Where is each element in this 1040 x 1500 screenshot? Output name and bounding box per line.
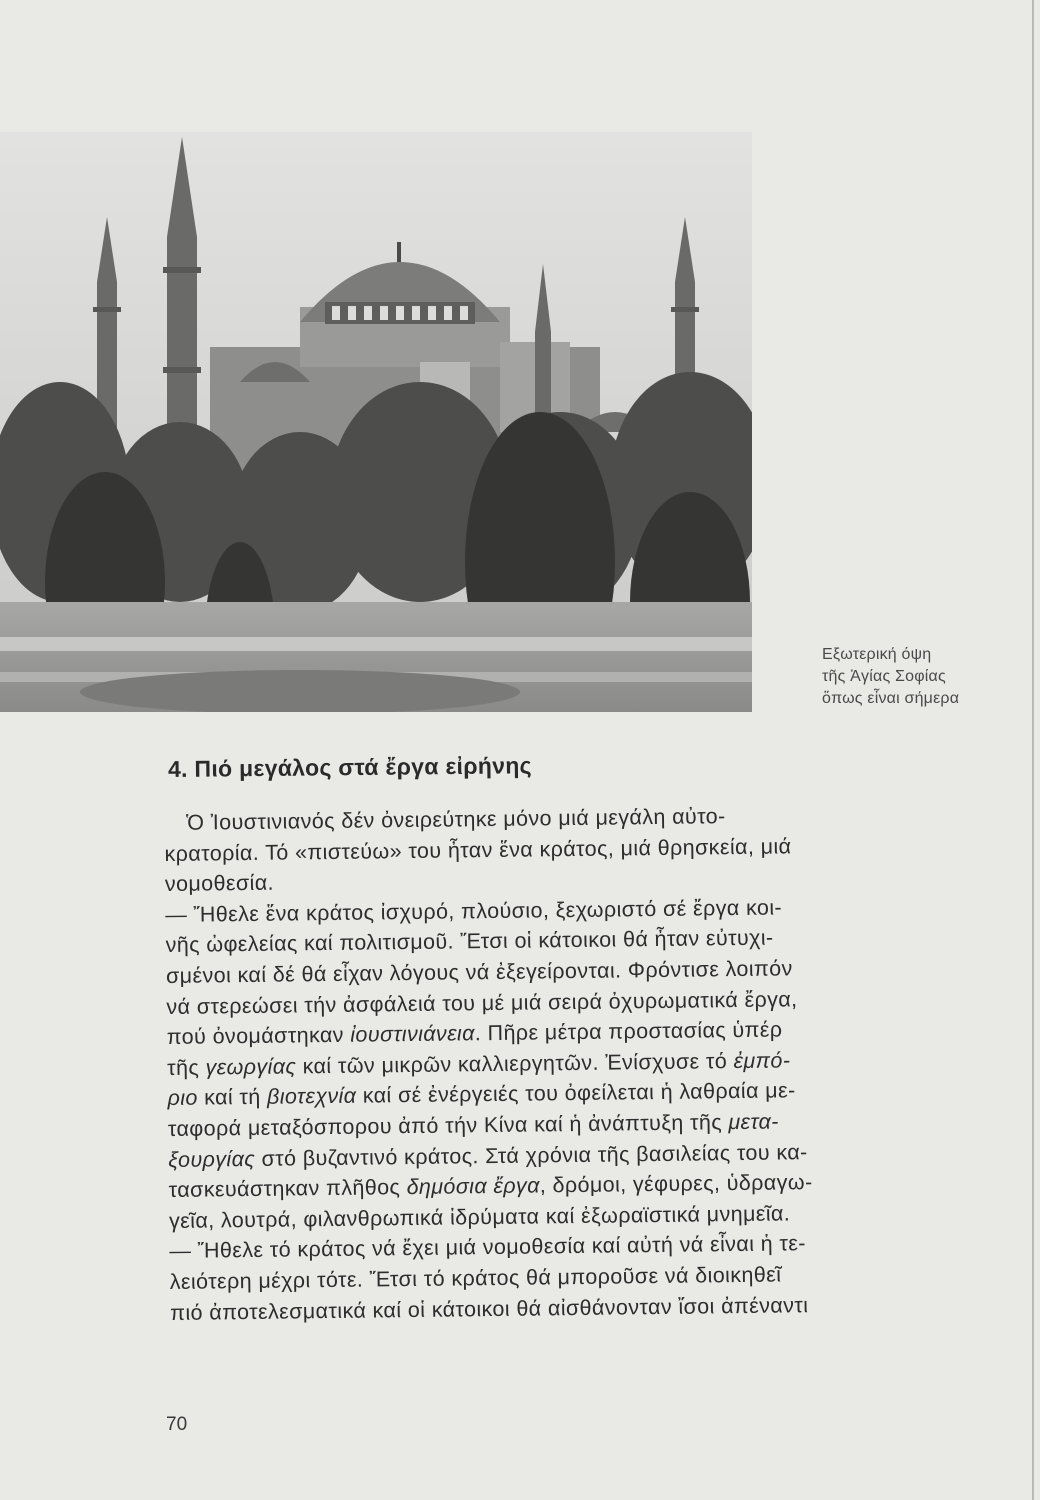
text-line: — Ἤθελε ἕνα κράτος ἰσχυρό, πλούσιο, ξεχωριστό σέ ἔργα κοι- (165, 895, 783, 927)
italic-term: γεωργίας (205, 1054, 297, 1080)
text-line: πιό ἀποτελεσματικά καί οἱ κάτοικοι θά αἰσθάνονταν ἴσοι ἀπέναντι (170, 1292, 809, 1325)
text-line: νά στερεώσει τήν ἀσφάλειά του μέ μιά σειρά ὀχυρωματικά ἔργα, (166, 986, 798, 1019)
caption-line: ὅπως εἶναι σήμερα (822, 690, 960, 707)
text-line: — Ἤθελε τό κράτος νά ἔχει μιά νομοθεσία καί αὐτή νά εἶναι ἡ τε- (169, 1231, 807, 1264)
hagia-sophia-photo (0, 132, 752, 712)
text-span: καί σέ ἐνέργειές του ὀφείλεται ἡ λαθραία με- (356, 1078, 796, 1109)
photo-caption (822, 644, 1037, 710)
italic-term: μετα- (728, 1109, 779, 1135)
text-line: λειότερη μέχρι τότε. Ἔτσι τό κράτος θά μποροῦσε νά διοικηθεῖ (169, 1262, 782, 1294)
text-span: τῆς (167, 1055, 206, 1080)
page-number: 70 (166, 1414, 188, 1435)
text-span: καί τῶν μικρῶν καλλιεργητῶν. Ἐνίσχυσε τό (296, 1048, 734, 1079)
italic-term: ξουργίας (168, 1146, 256, 1172)
text-span: . Πῆρε μέτρα προστασίας ὑπέρ (474, 1017, 783, 1046)
italic-term: ἐμπό- (733, 1048, 791, 1073)
caption-line: Εξωτερική όψη (822, 646, 932, 663)
hagia-sophia-illustration (0, 132, 752, 712)
section-heading: 4. Πιό μεγάλος στά ἔργα εἰρήνης (167, 752, 533, 782)
italic-term: βιοτεχνία (266, 1084, 357, 1110)
text-line: νομοθεσία. (164, 870, 275, 897)
text-line: σμένοι καί δέ θά εἶχαν λόγους νά ἐξεγείρονται. Φρόντισε λοιπόν (165, 956, 793, 988)
body-text (164, 798, 1020, 1328)
italic-term: ἰουστινιάνεια (350, 1021, 475, 1047)
text-line: νῆς ὠφελείας καί πολιτισμοῦ. Ἔτσι οἱ κάτοικοι θά ἦταν εὐτυχι- (165, 925, 774, 958)
italic-term: δημόσια ἔργα (406, 1173, 540, 1200)
caption-line: τῆς Ἁγίας Σοφίας (822, 668, 946, 685)
text-line: γεῖα, λουτρά, φιλανθρωπικά ἱδρύματα καί ἐξωραϊστικά μνημεῖα. (168, 1201, 791, 1233)
text-line: κρατορία. Τό «πιστεύω» του ἦταν ἕνα κράτος, μιά θρησκεία, μιά (164, 833, 792, 866)
italic-term: ριο (167, 1085, 198, 1111)
text-line: Ὁ Ἰουστινιανός δέν ὀνειρεύτηκε μόνο μιά μεγάλη αὐτο- (186, 804, 726, 835)
text-span: τασκευάστηκαν πλῆθος (168, 1175, 407, 1203)
text-span: ταφορά μεταξόσπορου ἀπό τήν Κίνα καί ἡ ἀνάπτυξη τῆς (167, 1110, 729, 1141)
text-span: στό βυζαντινό κράτος. Στά χρόνια τῆς βασιλείας του κα- (254, 1139, 808, 1171)
text-span: καί τή (197, 1085, 268, 1110)
text-span: , δρόμοι, γέφυρες, ὑδραγω- (539, 1170, 813, 1198)
page-edge (1032, 0, 1034, 1500)
text-span: πού ὀνομάστηκαν (166, 1022, 351, 1050)
